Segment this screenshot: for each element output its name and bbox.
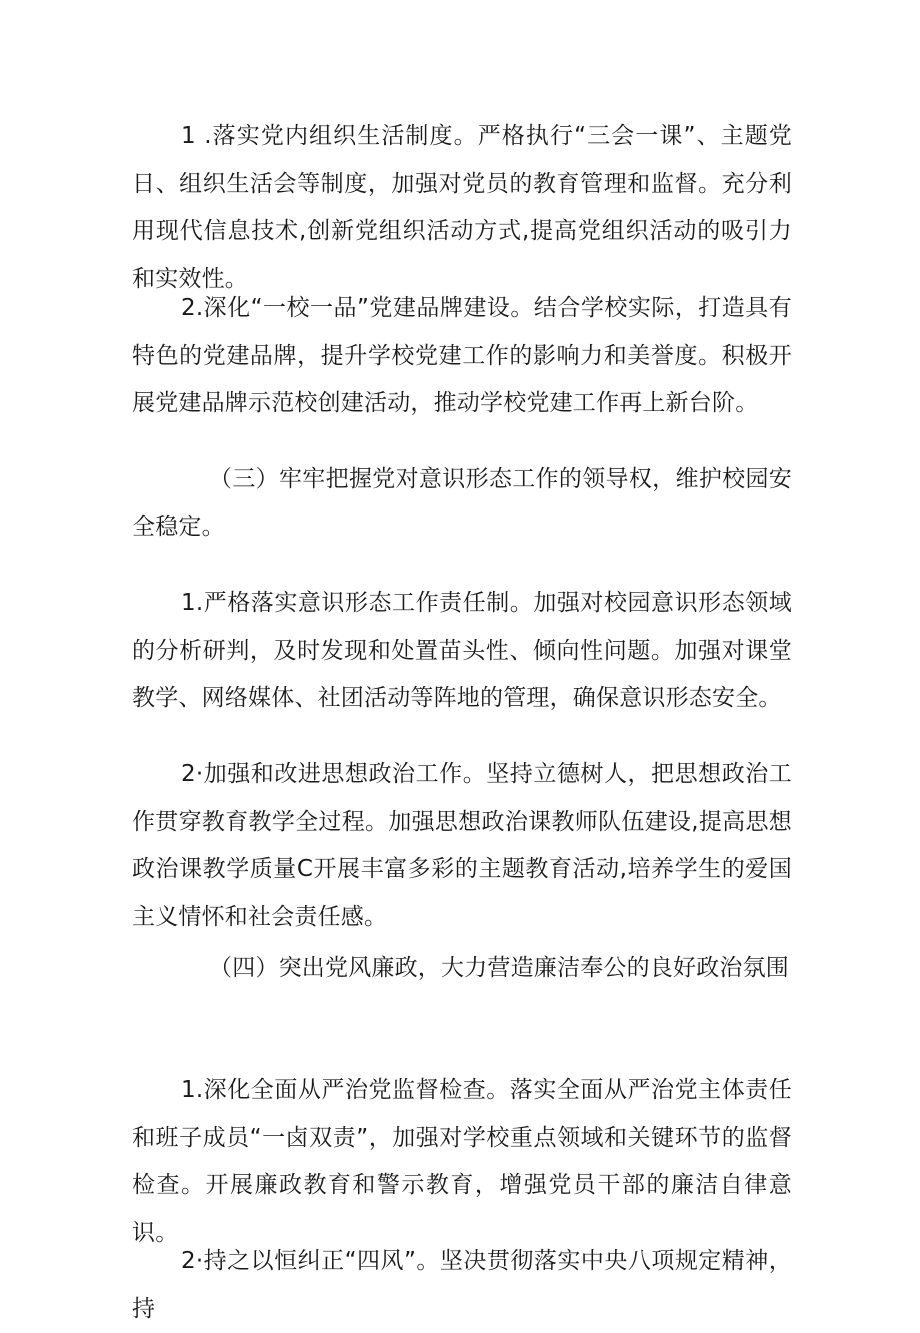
paragraph-1: 1 .落实党内组织生活制度。严格执行“三会一课”、主题党日、组织生活会等制度，加强对党员的教育管理和监督。充分利用现代信息技术,创新党组织活动方式,提高党组织活动的吸引力和实效性。: [132, 123, 792, 292]
paragraph-6: 2·持之以恒纠正“四风”。坚决贯彻落实中央八项规定精神，持: [132, 1248, 792, 1322]
paragraph-2: 2.深化“一校一品”党建品牌建设。结合学校实际，打造具有特色的党建品牌，提升学校党建工作的影响力和美誉度。积极开展党建品牌示范校创建活动，推动学校党建工作再上新台阶。: [132, 295, 792, 416]
paragraph-5: 1.深化全面从严治党监督检查。落实全面从严治党主体责任和班子成员“一卤双责”，加强对学校重点领域和关键环节的监督检查。开展廉政教育和警示教育，增强党员干部的廉洁自律意识。: [132, 1077, 792, 1246]
section-heading-4: （四）突出党风廉政，大力营造廉洁奉公的良好政治氛围: [209, 955, 789, 981]
section-heading-3: （三）牢牢把握党对意识形态工作的领导权，维护校园安全稳定。: [132, 466, 792, 540]
paragraph-3: 1.严格落实意识形态工作责任制。加强对校园意识形态领域的分析研判，及时发现和处置苗头性、倾向性问题。加强对课堂教学、网络媒体、社团活动等阵地的管理，确保意识形态安全。: [132, 590, 792, 711]
paragraph-4: 2·加强和改进思想政治工作。坚持立德树人，把思想政治工作贯穿教育教学全过程。加强思想政治课教师队伍建设,提高思想政治课教学质量C开展丰富多彩的主题教育活动,培养学生的爱国主义情怀和社会责任感。: [132, 761, 792, 930]
